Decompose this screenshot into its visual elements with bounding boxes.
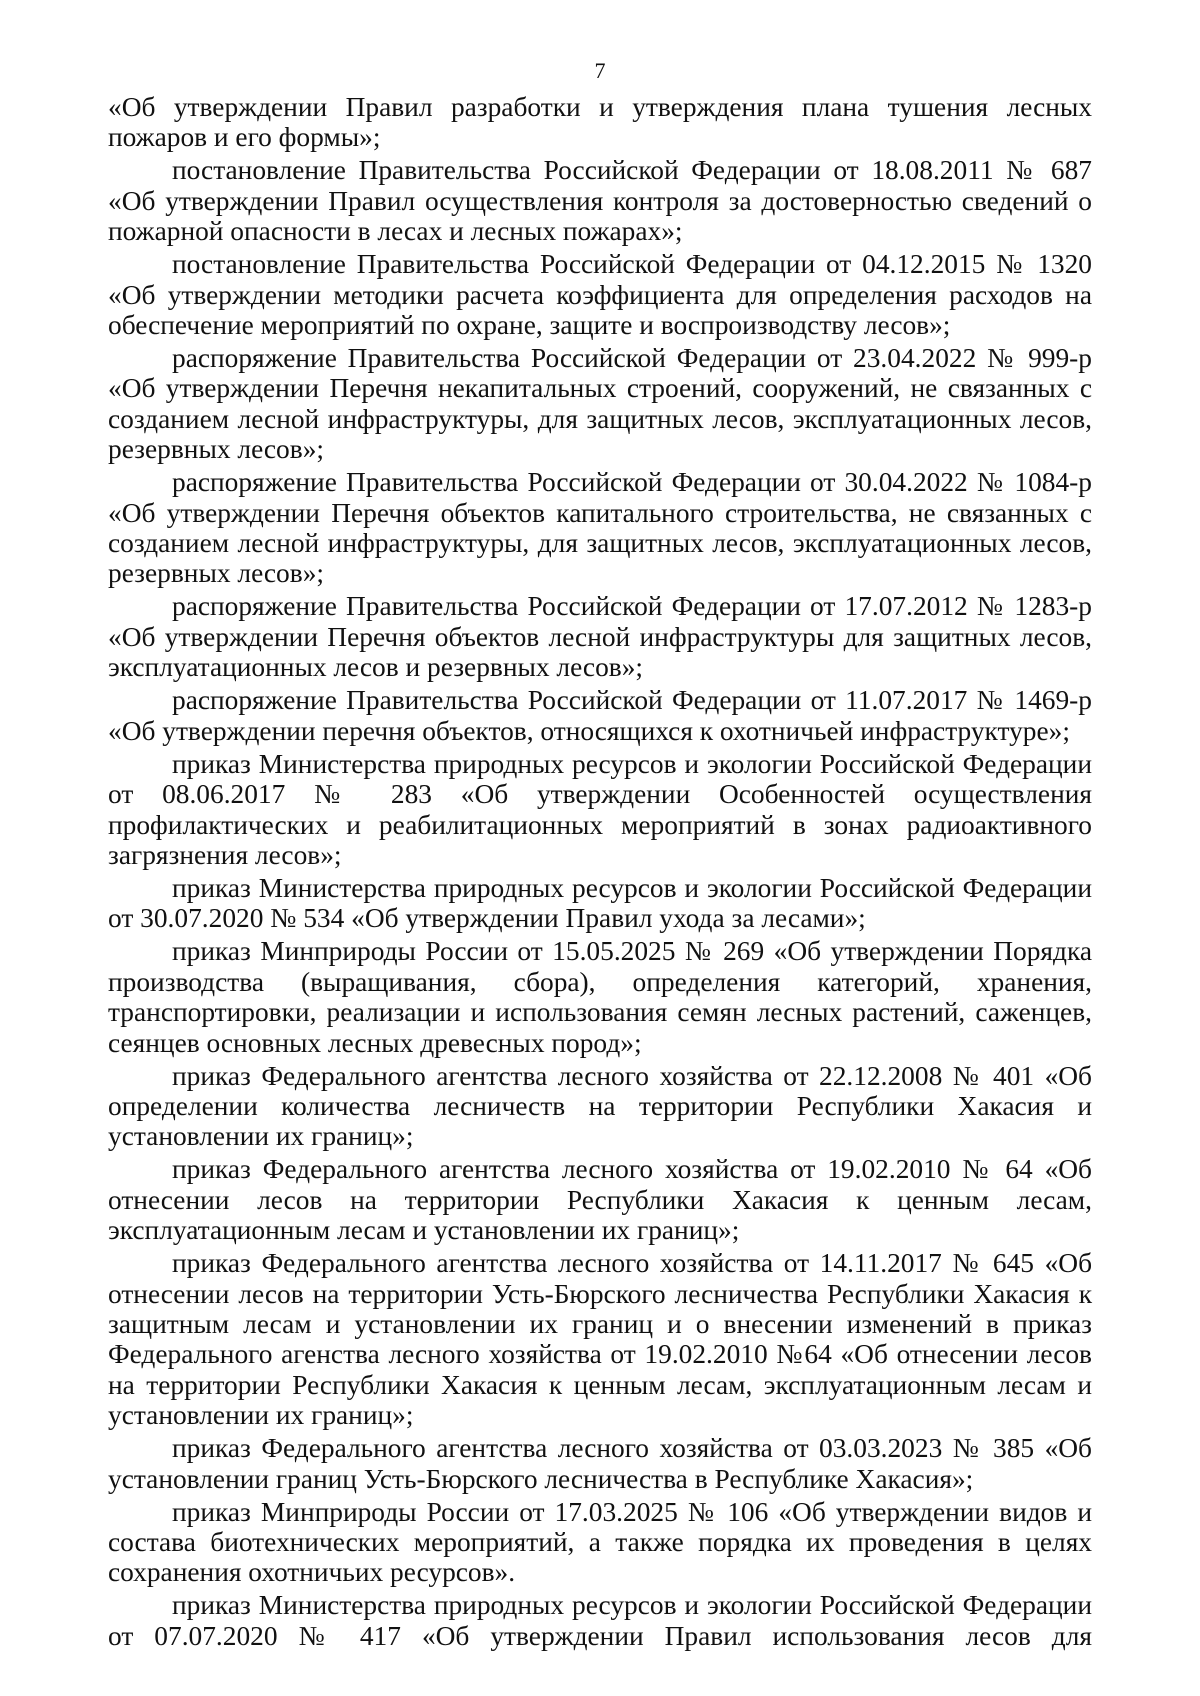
- paragraph-6: распоряжение Правительства Российской Федерации от 17.07.2012 № 1283-р «Об утверждении Перечня объектов лесной инфраструктуры для защитных лесов, эксплуатационных лесов и резервных лесов»;: [108, 591, 1092, 683]
- paragraph-3: постановление Правительства Российской Федерации от 04.12.2015 № 1320 «Об утверждении методики расчета коэффициента для определения расходов на обеспечение мероприятий по охране, защите и воспроизводству лесов»;: [108, 249, 1092, 341]
- paragraph-10: приказ Минприроды России от 15.05.2025 № 269 «Об утверждении Порядка производства (выращивания, сбора), определения категорий, хранения, транспортировки, реализации и использования семян лесных растений, саженцев, сеянцев основных лесных древесных пород»;: [108, 936, 1092, 1058]
- paragraph-4: распоряжение Правительства Российской Федерации от 23.04.2022 № 999-р «Об утверждении Перечня некапитальных строений, сооружений, не связанных с созданием лесной инфраструктуры, для защитных лесов, эксплуатационных лесов, резервных лесов»;: [108, 343, 1092, 465]
- paragraph-5: распоряжение Правительства Российской Федерации от 30.04.2022 № 1084-р «Об утверждении Перечня объектов капитального строительства, не связанных с созданием лесной инфраструктуры, для защитных лесов, эксплуатационных лесов, резервных лесов»;: [108, 467, 1092, 589]
- paragraph-9: приказ Министерства природных ресурсов и экологии Российской Федерации от 30.07.2020 № 534 «Об утверждении Правил ухода за лесами»;: [108, 872, 1092, 934]
- paragraph-13: приказ Федерального агентства лесного хозяйства от 14.11.2017 № 645 «Об отнесении лесов на территории Усть-Бюрского лесничества Республики Хакасия к защитным лесам и установлении их границ и о внесении изменений в приказ Федерального агенства лесного хозяйства от 19.02.2010 №64 «Об отнесении лесов на территории Республики Хакасия к ценным лесам, эксплуатационным лесам и установлении их границ»;: [108, 1248, 1092, 1431]
- paragraph-15: приказ Минприроды России от 17.03.2025 № 106 «Об утверждении видов и состава биотехнических мероприятий, а также порядка их проведения в целях сохранения охотничьих ресурсов».: [108, 1496, 1092, 1588]
- paragraph-14: приказ Федерального агентства лесного хозяйства от 03.03.2023 № 385 «Об установлении границ Усть-Бюрского лесничества в Республике Хакасия»;: [108, 1433, 1092, 1494]
- document-body: [108, 92, 1092, 1654]
- paragraph-16: приказ Министерства природных ресурсов и экологии Российской Федерации от 07.07.2020 № 417 «Об утверждении Правил использования лесов для: [108, 1590, 1092, 1651]
- paragraph-12: приказ Федерального агентства лесного хозяйства от 19.02.2010 № 64 «Об отнесении лесов на территории Республики Хакасия к ценным лесам, эксплуатационным лесам и установлении их границ»;: [108, 1154, 1092, 1246]
- paragraph-11: приказ Федерального агентства лесного хозяйства от 22.12.2008 № 401 «Об определении количества лесничеств на территории Республики Хакасия и установлении их границ»;: [108, 1060, 1092, 1152]
- paragraph-7: распоряжение Правительства Российской Федерации от 11.07.2017 № 1469-р «Об утверждении перечня объектов, относящихся к охотничьей инфраструктуре»;: [108, 685, 1092, 746]
- paragraph-2: постановление Правительства Российской Федерации от 18.08.2011 № 687 «Об утверждении Правил осуществления контроля за достоверностью сведений о пожарной опасности в лесах и лесных пожарах»;: [108, 155, 1092, 247]
- paragraph-8: приказ Министерства природных ресурсов и экологии Российской Федерации от 08.06.2017 № 283 «Об утверждении Особенностей осуществления профилактических и реабилитационных мероприятий в зонах радиоактивного загрязнения лесов»;: [108, 748, 1092, 870]
- page-number: 7: [594, 58, 606, 83]
- paragraph-1: «Об утверждении Правил разработки и утверждения плана тушения лесных пожаров и его формы»;: [108, 92, 1092, 153]
